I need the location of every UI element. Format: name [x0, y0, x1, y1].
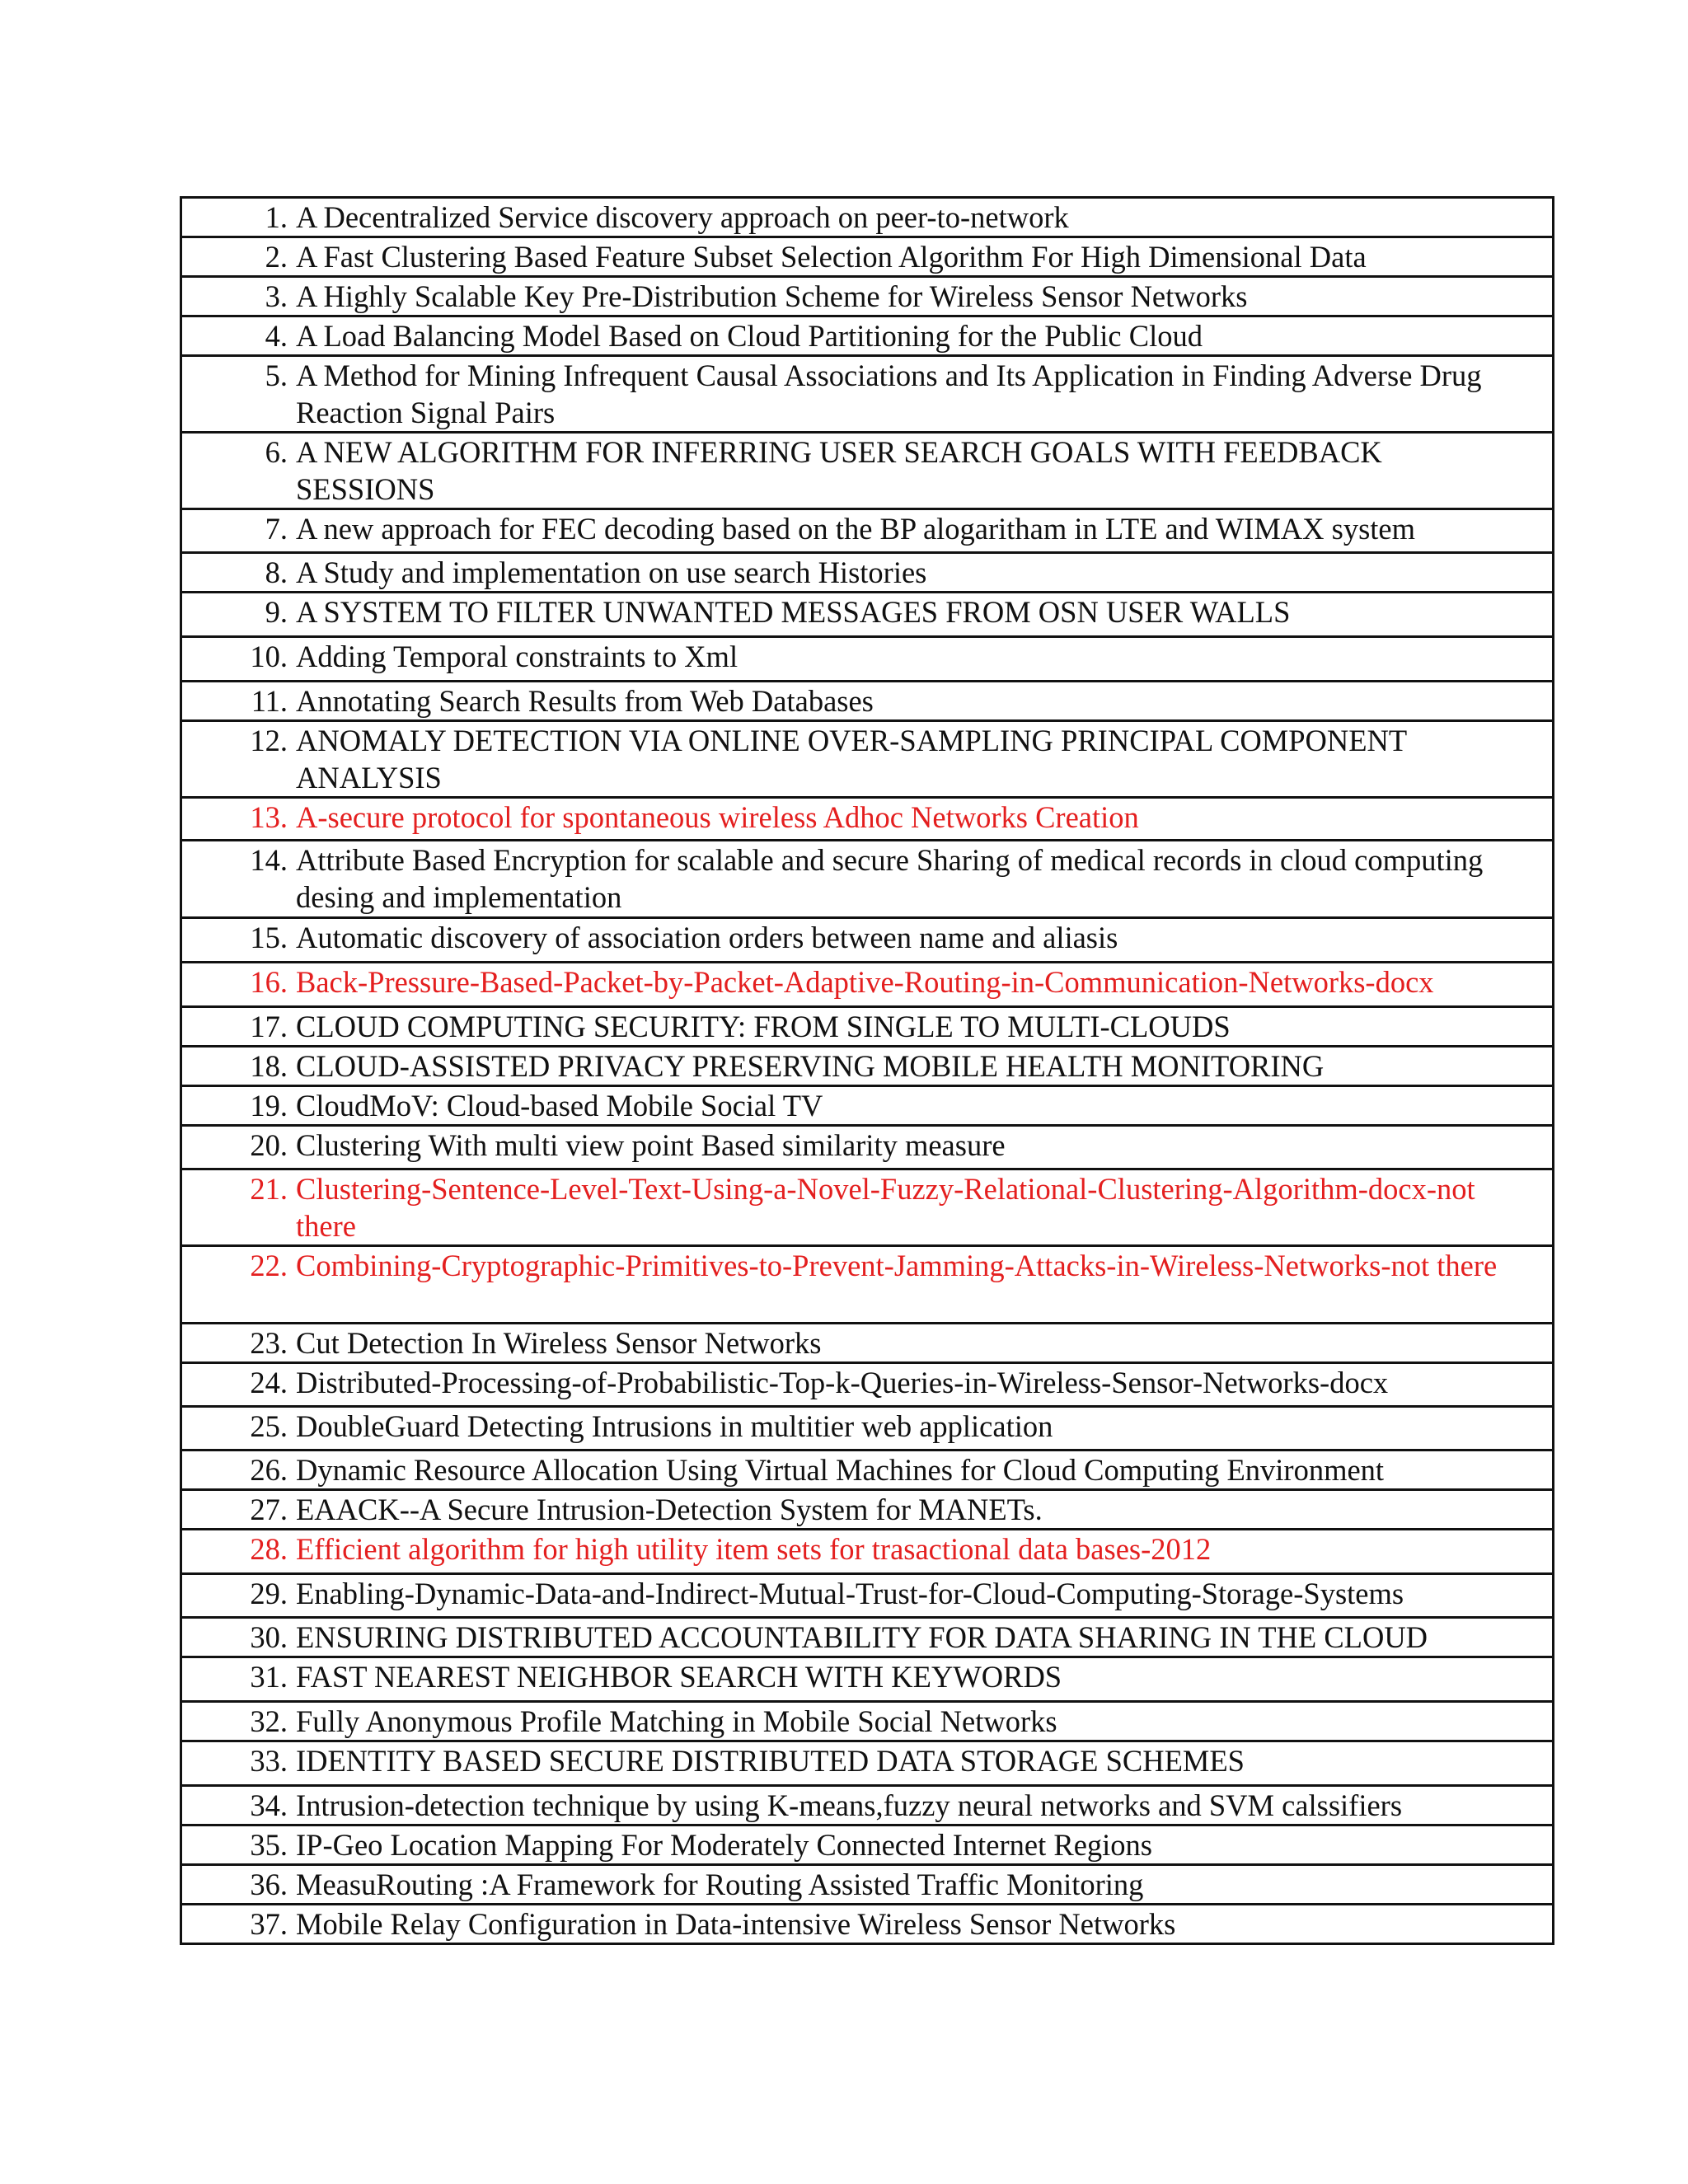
- table-row: [181, 1574, 1554, 1618]
- item-number: 10.: [250, 640, 288, 673]
- table-cell: [181, 798, 1554, 841]
- item-title: Fully Anonymous Profile Matching in Mobile Social Networks: [296, 1704, 1057, 1738]
- item-number: 23.: [250, 1326, 288, 1360]
- list-item: [182, 1047, 1552, 1085]
- table-cell: [181, 1741, 1554, 1786]
- table-cell: [181, 509, 1554, 553]
- item-number: 25.: [250, 1409, 288, 1443]
- list-item: [182, 434, 1552, 508]
- item-number: 30.: [250, 1620, 288, 1654]
- item-number: 14.: [250, 843, 288, 877]
- item-number: 7.: [265, 512, 288, 546]
- table-row: [181, 1657, 1554, 1702]
- item-title: A Fast Clustering Based Feature Subset Selection Algorithm For High Dimensional Data: [296, 240, 1367, 274]
- item-number: 36.: [250, 1868, 288, 1901]
- item-number: 29.: [250, 1577, 288, 1610]
- list-item: [182, 1087, 1552, 1124]
- list-item: [182, 1703, 1552, 1740]
- item-number: 22.: [250, 1249, 288, 1282]
- list-item: [182, 593, 1552, 630]
- table-row: [181, 1246, 1554, 1324]
- item-number: 11.: [251, 684, 288, 718]
- item-title: Attribute Based Encryption for scalable and secure Sharing of medical records in cloud computing desing and implementation: [296, 843, 1484, 914]
- item-number: 17.: [250, 1010, 288, 1043]
- item-title: CLOUD COMPUTING SECURITY: FROM SINGLE TO MULTI-CLOUDS: [296, 1010, 1231, 1043]
- item-title: Distributed-Processing-of-Probabilistic-Top-k-Queries-in-Wireless-Sensor-Networks-docx: [296, 1366, 1389, 1399]
- item-title: A NEW ALGORITHM FOR INFERRING USER SEARCH GOALS WITH FEEDBACK SESSIONS: [296, 435, 1382, 506]
- item-number: 37.: [250, 1907, 288, 1941]
- table-row: [181, 1086, 1554, 1126]
- item-title: Adding Temporal constraints to Xml: [296, 640, 738, 673]
- item-title: A Decentralized Service discovery approach on peer-to-network: [296, 200, 1069, 234]
- table-cell: [181, 1825, 1554, 1865]
- item-number: 26.: [250, 1453, 288, 1487]
- item-number: 33.: [250, 1744, 288, 1778]
- list-item: [182, 722, 1552, 796]
- list-item: [182, 1364, 1552, 1401]
- topic-list: [181, 198, 1554, 1944]
- item-title: ENSURING DISTRIBUTED ACCOUNTABILITY FOR DATA SHARING IN THE CLOUD: [296, 1620, 1428, 1654]
- item-title: Automatic discovery of association orders between name and aliasis: [296, 921, 1118, 954]
- item-title: CLOUD-ASSISTED PRIVACY PRESERVING MOBILE HEALTH MONITORING: [296, 1049, 1325, 1083]
- item-title: Combining-Cryptographic-Primitives-to-Prevent-Jamming-Attacks-in-Wireless-Networks-not there: [296, 1249, 1498, 1282]
- item-title: Back-Pressure-Based-Packet-by-Packet-Adaptive-Routing-in-Communication-Networks-docx: [296, 965, 1434, 999]
- item-number: 15.: [250, 921, 288, 954]
- item-number: 34.: [250, 1788, 288, 1822]
- item-title: IP-Geo Location Mapping For Moderately Connected Internet Regions: [296, 1828, 1152, 1862]
- table-cell: [181, 1530, 1554, 1574]
- item-number: 8.: [265, 555, 288, 589]
- item-number: 12.: [250, 724, 288, 757]
- table-row: [181, 1741, 1554, 1786]
- table-cell: [181, 316, 1554, 356]
- table-row: [181, 1490, 1554, 1530]
- table-cell: [181, 1905, 1554, 1944]
- table-cell: [181, 1007, 1554, 1047]
- list-item: [182, 1491, 1552, 1528]
- table-row: [181, 198, 1554, 237]
- table-cell: [181, 1786, 1554, 1825]
- list-item: [182, 1619, 1552, 1656]
- table-cell: [181, 1451, 1554, 1490]
- item-title: MeasuRouting :A Framework for Routing Assisted Traffic Monitoring: [296, 1868, 1144, 1901]
- item-title: Mobile Relay Configuration in Data-intensive Wireless Sensor Networks: [296, 1907, 1176, 1941]
- item-title: Enabling-Dynamic-Data-and-Indirect-Mutual-Trust-for-Cloud-Computing-Storage-Systems: [296, 1577, 1404, 1610]
- item-title: Cut Detection In Wireless Sensor Networks: [296, 1326, 822, 1360]
- item-title: Clustering-Sentence-Level-Text-Using-a-Novel-Fuzzy-Relational-Clustering-Algorithm-docx-not there: [296, 1172, 1475, 1243]
- table-cell: [181, 1324, 1554, 1363]
- item-title: Intrusion-detection technique by using K-means,fuzzy neural networks and SVM calssifiers: [296, 1788, 1403, 1822]
- item-title: CloudMoV: Cloud-based Mobile Social TV: [296, 1089, 823, 1122]
- table-cell: [181, 637, 1554, 682]
- list-item: [182, 1008, 1552, 1045]
- list-item: [182, 1127, 1552, 1164]
- table-row: [181, 237, 1554, 277]
- item-number: 24.: [250, 1366, 288, 1399]
- list-item: [182, 317, 1552, 354]
- table-cell: [181, 841, 1554, 918]
- table-row: [181, 1451, 1554, 1490]
- table-cell: [181, 1086, 1554, 1126]
- table-cell: [181, 1574, 1554, 1618]
- item-number: 5.: [265, 359, 288, 392]
- table-row: [181, 1169, 1554, 1246]
- table-row: [181, 1530, 1554, 1574]
- table-cell: [181, 1169, 1554, 1246]
- item-title: A new approach for FEC decoding based on the BP alogaritham in LTE and WIMAX system: [296, 512, 1416, 546]
- list-item: [182, 1658, 1552, 1695]
- table-cell: [181, 277, 1554, 316]
- item-title: A-secure protocol for spontaneous wireless Adhoc Networks Creation: [296, 800, 1139, 834]
- table-cell: [181, 593, 1554, 637]
- list-item: [182, 1324, 1552, 1361]
- item-title: FAST NEAREST NEIGHBOR SEARCH WITH KEYWORDS: [296, 1660, 1062, 1694]
- list-item: [182, 1826, 1552, 1863]
- item-number: 6.: [265, 435, 288, 469]
- item-title: ANOMALY DETECTION VIA ONLINE OVER-SAMPLING PRINCIPAL COMPONENT ANALYSIS: [296, 724, 1407, 794]
- table-cell: [181, 1407, 1554, 1451]
- table-cell: [181, 1246, 1554, 1324]
- item-title: Efficient algorithm for high utility item sets for trasactional data bases-2012: [296, 1532, 1212, 1566]
- list-item: [182, 963, 1552, 1001]
- table-row: [181, 316, 1554, 356]
- table-row: [181, 1324, 1554, 1363]
- item-title: Dynamic Resource Allocation Using Virtual Machines for Cloud Computing Environment: [296, 1453, 1385, 1487]
- list-item: [182, 1787, 1552, 1824]
- table-row: [181, 1363, 1554, 1407]
- item-number: 31.: [250, 1660, 288, 1694]
- list-item: [182, 1575, 1552, 1612]
- item-title: IDENTITY BASED SECURE DISTRIBUTED DATA STORAGE SCHEMES: [296, 1744, 1245, 1778]
- item-number: 35.: [250, 1828, 288, 1862]
- table-cell: [181, 682, 1554, 721]
- project-topic-table: [180, 196, 1554, 1945]
- table-cell: [181, 433, 1554, 509]
- list-item: [182, 510, 1552, 547]
- item-title: Clustering With multi view point Based similarity measure: [296, 1128, 1006, 1162]
- table-cell: [181, 356, 1554, 433]
- item-number: 13.: [250, 800, 288, 834]
- table-row: [181, 433, 1554, 509]
- item-number: 18.: [250, 1049, 288, 1083]
- table-row: [181, 918, 1554, 963]
- list-item: [182, 1742, 1552, 1779]
- table-row: [181, 721, 1554, 798]
- table-cell: [181, 198, 1554, 237]
- table-row: [181, 841, 1554, 918]
- table-row: [181, 1825, 1554, 1865]
- table-cell: [181, 1490, 1554, 1530]
- table-row: [181, 1865, 1554, 1905]
- item-title: DoubleGuard Detecting Intrusions in multitier web application: [296, 1409, 1053, 1443]
- list-item: [182, 199, 1552, 236]
- list-item: [182, 554, 1552, 591]
- table-row: [181, 1786, 1554, 1825]
- item-title: A SYSTEM TO FILTER UNWANTED MESSAGES FROM OSN USER WALLS: [296, 595, 1291, 629]
- table-row: [181, 798, 1554, 841]
- table-row: [181, 553, 1554, 593]
- item-number: 21.: [250, 1172, 288, 1206]
- list-item: [182, 1170, 1552, 1244]
- item-title: A Highly Scalable Key Pre-Distribution Scheme for Wireless Sensor Networks: [296, 279, 1248, 313]
- item-number: 4.: [265, 319, 288, 353]
- table-row: [181, 682, 1554, 721]
- item-title: Annotating Search Results from Web Databases: [296, 684, 874, 718]
- table-cell: [181, 721, 1554, 798]
- table-cell: [181, 553, 1554, 593]
- item-title: EAACK--A Secure Intrusion-Detection System for MANETs.: [296, 1493, 1043, 1526]
- table-row: [181, 1407, 1554, 1451]
- table-row: [181, 277, 1554, 316]
- list-item: [182, 919, 1552, 956]
- table-row: [181, 1007, 1554, 1047]
- table-row: [181, 593, 1554, 637]
- list-item: [182, 278, 1552, 315]
- table-cell: [181, 1047, 1554, 1086]
- table-cell: [181, 1865, 1554, 1905]
- list-item: [182, 1905, 1552, 1943]
- table-row: [181, 1047, 1554, 1086]
- item-number: 3.: [265, 279, 288, 313]
- item-title: A Method for Mining Infrequent Causal Associations and Its Application in Finding Adverse Drug Reaction Signal Pairs: [296, 359, 1482, 429]
- item-number: 20.: [250, 1128, 288, 1162]
- table-row: [181, 637, 1554, 682]
- table-cell: [181, 1657, 1554, 1702]
- table-cell: [181, 918, 1554, 963]
- list-item: [182, 638, 1552, 675]
- item-number: 1.: [265, 200, 288, 234]
- list-item: [182, 238, 1552, 275]
- table-row: [181, 356, 1554, 433]
- table-cell: [181, 1618, 1554, 1657]
- table-row: [181, 509, 1554, 553]
- table-cell: [181, 1126, 1554, 1169]
- item-number: 32.: [250, 1704, 288, 1738]
- table-row: [181, 1905, 1554, 1944]
- list-item: [182, 1866, 1552, 1903]
- list-item: [182, 1530, 1552, 1568]
- table-cell: [181, 1702, 1554, 1741]
- table-row: [181, 1618, 1554, 1657]
- table-row: [181, 963, 1554, 1007]
- item-number: 19.: [250, 1089, 288, 1122]
- item-number: 28.: [250, 1532, 288, 1566]
- list-item: [182, 1451, 1552, 1488]
- table-cell: [181, 1363, 1554, 1407]
- list-item: [182, 1408, 1552, 1445]
- item-number: 27.: [250, 1493, 288, 1526]
- table-cell: [181, 963, 1554, 1007]
- table-row: [181, 1126, 1554, 1169]
- list-item: [182, 682, 1552, 719]
- item-title: A Load Balancing Model Based on Cloud Partitioning for the Public Cloud: [296, 319, 1203, 353]
- list-item: [182, 841, 1552, 916]
- list-item: [182, 357, 1552, 431]
- item-number: 16.: [250, 965, 288, 999]
- list-item: [182, 1247, 1552, 1284]
- list-item: [182, 799, 1552, 836]
- item-number: 2.: [265, 240, 288, 274]
- table-cell: [181, 237, 1554, 277]
- item-number: 9.: [265, 595, 288, 629]
- item-title: A Study and implementation on use search Histories: [296, 555, 927, 589]
- table-row: [181, 1702, 1554, 1741]
